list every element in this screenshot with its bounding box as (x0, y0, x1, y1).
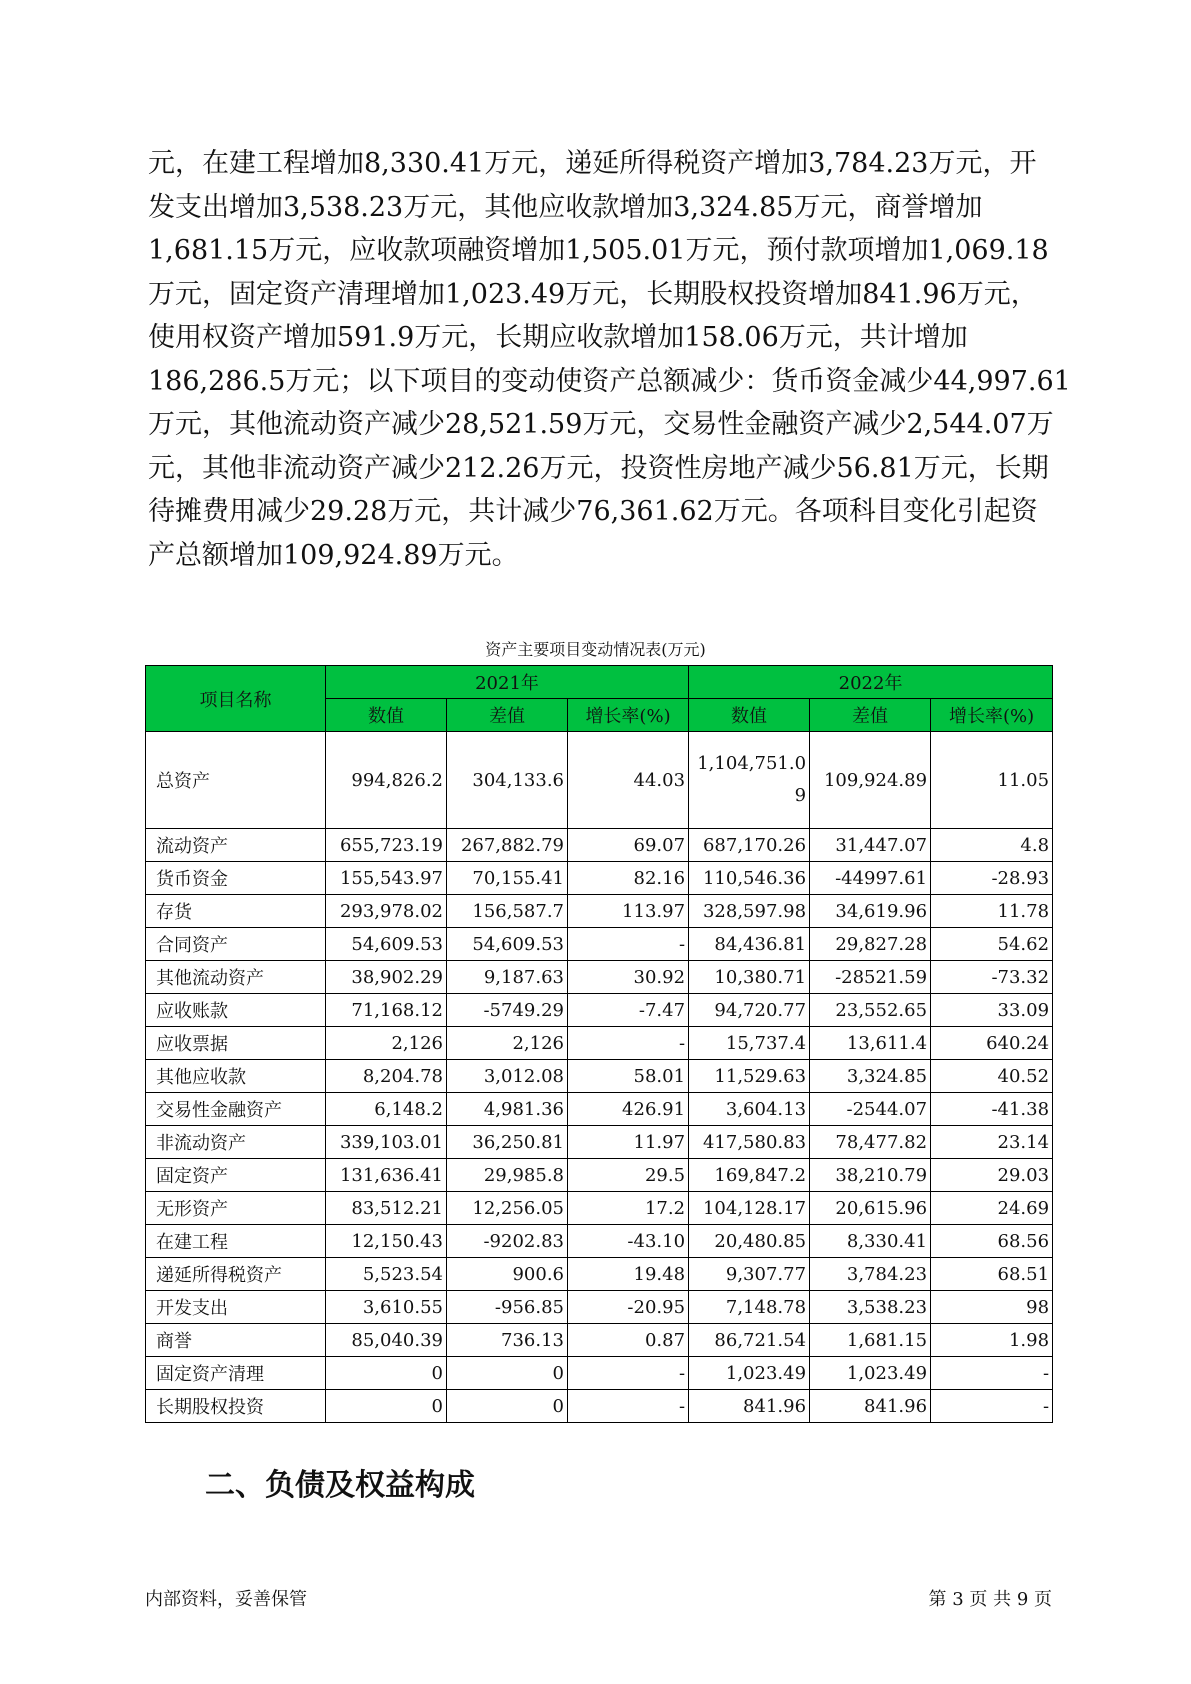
table-row (146, 1390, 1053, 1423)
table-cell: 17.2 (568, 1192, 689, 1225)
table-cell: 3,538.23 (810, 1291, 931, 1324)
table-cell: 11.05 (931, 732, 1053, 829)
paragraph-line: 使用权资产增加591.9万元，长期应收款增加158.06万元，共计增加 (148, 322, 968, 353)
table-row (146, 928, 1053, 961)
year-2022-header: 2022年 (689, 666, 1053, 699)
section-heading: 二、负债及权益构成 (205, 1468, 475, 1503)
table-cell: 9,307.77 (689, 1258, 810, 1291)
table-cell: - (931, 1357, 1053, 1390)
table-cell: 83,512.21 (326, 1192, 447, 1225)
row-label: 交易性金融资产 (146, 1093, 326, 1126)
table-cell: 69.07 (568, 829, 689, 862)
table-cell: 640.24 (931, 1027, 1053, 1060)
table-cell: 417,580.83 (689, 1126, 810, 1159)
table-row (146, 1357, 1053, 1390)
year-2021-header: 2021年 (326, 666, 689, 699)
row-label: 其他应收款 (146, 1060, 326, 1093)
table-cell: -20.95 (568, 1291, 689, 1324)
table-cell: 58.01 (568, 1060, 689, 1093)
table-row (146, 862, 1053, 895)
table-cell: -9202.83 (447, 1225, 568, 1258)
table-row (146, 1192, 1053, 1225)
paragraph-line: 万元，固定资产清理增加1,023.49万元，长期股权投资增加841.96万元， (148, 278, 1038, 310)
table-cell: -7.47 (568, 994, 689, 1027)
row-label: 应收票据 (146, 1027, 326, 1060)
table-cell: -73.32 (931, 961, 1053, 994)
paragraph-line: 万元，其他流动资产减少28,521.59万元，交易性金融资产减少2,544.07万 (148, 409, 1054, 440)
table-row (146, 1060, 1053, 1093)
table-cell: 38,210.79 (810, 1159, 931, 1192)
diff-header-2022: 差值 (810, 699, 931, 732)
table-cell: 85,040.39 (326, 1324, 447, 1357)
table-cell: 10,380.71 (689, 961, 810, 994)
row-label: 应收账款 (146, 994, 326, 1027)
table-cell: 4,981.36 (447, 1093, 568, 1126)
table-cell: 8,330.41 (810, 1225, 931, 1258)
table-row (146, 1291, 1053, 1324)
table-cell: 4.8 (931, 829, 1053, 862)
table-cell: 104,128.17 (689, 1192, 810, 1225)
table-cell: 23,552.65 (810, 994, 931, 1027)
table-row (146, 1258, 1053, 1291)
body-paragraph (148, 142, 1071, 577)
table-cell: 31,447.07 (810, 829, 931, 862)
table-cell: 328,597.98 (689, 895, 810, 928)
footer-confidential: 内部资料，妥善保管 (145, 1589, 307, 1610)
paragraph-line: 186,286.5万元；以下项目的变动使资产总额减少：货币资金减少44,997.61 (148, 365, 1071, 397)
row-label: 在建工程 (146, 1225, 326, 1258)
table-cell: 1.98 (931, 1324, 1053, 1357)
table-cell: 11.97 (568, 1126, 689, 1159)
table-cell: - (931, 1390, 1053, 1423)
table-row (146, 961, 1053, 994)
row-label: 商誉 (146, 1324, 326, 1357)
table-cell: 98 (931, 1291, 1053, 1324)
paragraph-line: 发支出增加3,538.23万元，其他应收款增加3,324.85万元，商誉增加 (148, 191, 983, 223)
row-label: 固定资产清理 (146, 1357, 326, 1390)
table-cell: 3,604.13 (689, 1093, 810, 1126)
row-label: 总资产 (146, 732, 326, 829)
table-cell: 12,150.43 (326, 1225, 447, 1258)
table-cell: 7,148.78 (689, 1291, 810, 1324)
table-cell: 156,587.7 (447, 895, 568, 928)
row-label: 递延所得税资产 (146, 1258, 326, 1291)
table-cell: 13,611.4 (810, 1027, 931, 1060)
table-cell: 94,720.77 (689, 994, 810, 1027)
table-cell: 0 (447, 1390, 568, 1423)
table-row (146, 1027, 1053, 1060)
table-cell: 78,477.82 (810, 1126, 931, 1159)
table-cell: 3,610.55 (326, 1291, 447, 1324)
table-cell: 109,924.89 (810, 732, 931, 829)
table-cell: 0 (326, 1390, 447, 1423)
table-cell: 34,619.96 (810, 895, 931, 928)
value-header-2022: 数值 (689, 699, 810, 732)
table-cell: -956.85 (447, 1291, 568, 1324)
table-cell: 1,023.49 (689, 1357, 810, 1390)
table-cell: 20,480.85 (689, 1225, 810, 1258)
table-cell: 131,636.41 (326, 1159, 447, 1192)
table-cell: 23.14 (931, 1126, 1053, 1159)
row-label: 无形资产 (146, 1192, 326, 1225)
table-cell: 54,609.53 (447, 928, 568, 961)
table-row (146, 1126, 1053, 1159)
table-cell: 29,985.8 (447, 1159, 568, 1192)
row-label: 流动资产 (146, 829, 326, 862)
table-cell: - (568, 1390, 689, 1423)
paragraph-line: 产总额增加109,924.89万元。 (148, 539, 519, 571)
table-cell: 84,436.81 (689, 928, 810, 961)
table-cell: 9,187.63 (447, 961, 568, 994)
table-body (146, 732, 1053, 1423)
table-cell: 6,148.2 (326, 1093, 447, 1126)
table-cell: 54,609.53 (326, 928, 447, 961)
diff-header-2021: 差值 (447, 699, 568, 732)
table-cell: 30.92 (568, 961, 689, 994)
growth-header-2021: 增长率(%) (568, 699, 689, 732)
table-cell: 113.97 (568, 895, 689, 928)
table-cell: 82.16 (568, 862, 689, 895)
paragraph-line: 元，在建工程增加8,330.41万元，递延所得税资产增加3,784.23万元，开 (148, 148, 1037, 179)
table-cell: 36,250.81 (447, 1126, 568, 1159)
table-cell: 1,681.15 (810, 1324, 931, 1357)
table-cell: 70,155.41 (447, 862, 568, 895)
table-cell: 1,023.49 (810, 1357, 931, 1390)
table-cell: -28521.59 (810, 961, 931, 994)
table-cell: -43.10 (568, 1225, 689, 1258)
paragraph-line: 1,681.15万元，应收款项融资增加1,505.01万元，预付款项增加1,069.18 (148, 235, 1049, 266)
table-cell: 0.87 (568, 1324, 689, 1357)
row-label: 长期股权投资 (146, 1390, 326, 1423)
table-cell: 29.03 (931, 1159, 1053, 1192)
table-row (146, 1324, 1053, 1357)
table-cell: -44997.61 (810, 862, 931, 895)
table-cell: 12,256.05 (447, 1192, 568, 1225)
table-cell: - (568, 1357, 689, 1390)
table-cell: 426.91 (568, 1093, 689, 1126)
table-cell: 3,784.23 (810, 1258, 931, 1291)
table-row (146, 829, 1053, 862)
row-label: 开发支出 (146, 1291, 326, 1324)
row-label: 其他流动资产 (146, 961, 326, 994)
value-header-2021: 数值 (326, 699, 447, 732)
row-label: 货币资金 (146, 862, 326, 895)
row-label: 非流动资产 (146, 1126, 326, 1159)
table-cell: 24.69 (931, 1192, 1053, 1225)
table-cell: 68.56 (931, 1225, 1053, 1258)
table-cell: 304,133.6 (447, 732, 568, 829)
table-cell: 38,902.29 (326, 961, 447, 994)
paragraph-line: 元，其他非流动资产减少212.26万元，投资性房地产减少56.81万元，长期 (148, 452, 1049, 484)
table-cell: 687,170.26 (689, 829, 810, 862)
table-cell: 0 (326, 1357, 447, 1390)
table-cell: 11.78 (931, 895, 1053, 928)
table-caption: 资产主要项目变动情况表(万元) (485, 640, 706, 659)
table-row (146, 994, 1053, 1027)
table-cell: 736.13 (447, 1324, 568, 1357)
table-cell: 5,523.54 (326, 1258, 447, 1291)
row-label: 存货 (146, 895, 326, 928)
table-cell: -41.38 (931, 1093, 1053, 1126)
table-cell: 2,126 (326, 1027, 447, 1060)
table-cell: 71,168.12 (326, 994, 447, 1027)
table-cell: 33.09 (931, 994, 1053, 1027)
table-row (146, 1225, 1053, 1258)
table-cell: -5749.29 (447, 994, 568, 1027)
table-cell: 86,721.54 (689, 1324, 810, 1357)
table-cell: 655,723.19 (326, 829, 447, 862)
row-label: 合同资产 (146, 928, 326, 961)
row-label: 固定资产 (146, 1159, 326, 1192)
table-cell: 900.6 (447, 1258, 568, 1291)
table-cell: 19.48 (568, 1258, 689, 1291)
table-cell: 44.03 (568, 732, 689, 829)
table-cell: 994,826.2 (326, 732, 447, 829)
table-row (146, 1159, 1053, 1192)
table-cell: 68.51 (931, 1258, 1053, 1291)
table-cell: 841.96 (689, 1390, 810, 1423)
table-cell: 267,882.79 (447, 829, 568, 862)
table-cell: 11,529.63 (689, 1060, 810, 1093)
footer-page-number: 第 3 页 共 9 页 (928, 1589, 1052, 1610)
table-cell: -2544.07 (810, 1093, 931, 1126)
table-cell: 110,546.36 (689, 862, 810, 895)
table-cell: 1,104,751.09 (689, 732, 810, 829)
table-cell: 8,204.78 (326, 1060, 447, 1093)
table-cell: 3,324.85 (810, 1060, 931, 1093)
table-cell: 169,847.2 (689, 1159, 810, 1192)
table-cell: 841.96 (810, 1390, 931, 1423)
table-cell: 40.52 (931, 1060, 1053, 1093)
table-cell: - (568, 1027, 689, 1060)
table-row (146, 895, 1053, 928)
table-cell: - (568, 928, 689, 961)
table-cell: 155,543.97 (326, 862, 447, 895)
table-cell: 20,615.96 (810, 1192, 931, 1225)
growth-header-2022: 增长率(%) (931, 699, 1053, 732)
table-cell: 54.62 (931, 928, 1053, 961)
table-cell: 3,012.08 (447, 1060, 568, 1093)
table-row (146, 1093, 1053, 1126)
table-cell: 29,827.28 (810, 928, 931, 961)
item-name-header: 项目名称 (146, 666, 326, 732)
paragraph-line: 待摊费用减少29.28万元，共计减少76,361.62万元。各项科目变化引起资 (148, 496, 1038, 527)
table-cell: -28.93 (931, 862, 1053, 895)
table-cell: 339,103.01 (326, 1126, 447, 1159)
table-cell: 2,126 (447, 1027, 568, 1060)
table-cell: 15,737.4 (689, 1027, 810, 1060)
asset-change-table (145, 665, 1053, 1423)
table-cell: 293,978.02 (326, 895, 447, 928)
table-row (146, 732, 1053, 829)
table-cell: 0 (447, 1357, 568, 1390)
table-cell: 29.5 (568, 1159, 689, 1192)
